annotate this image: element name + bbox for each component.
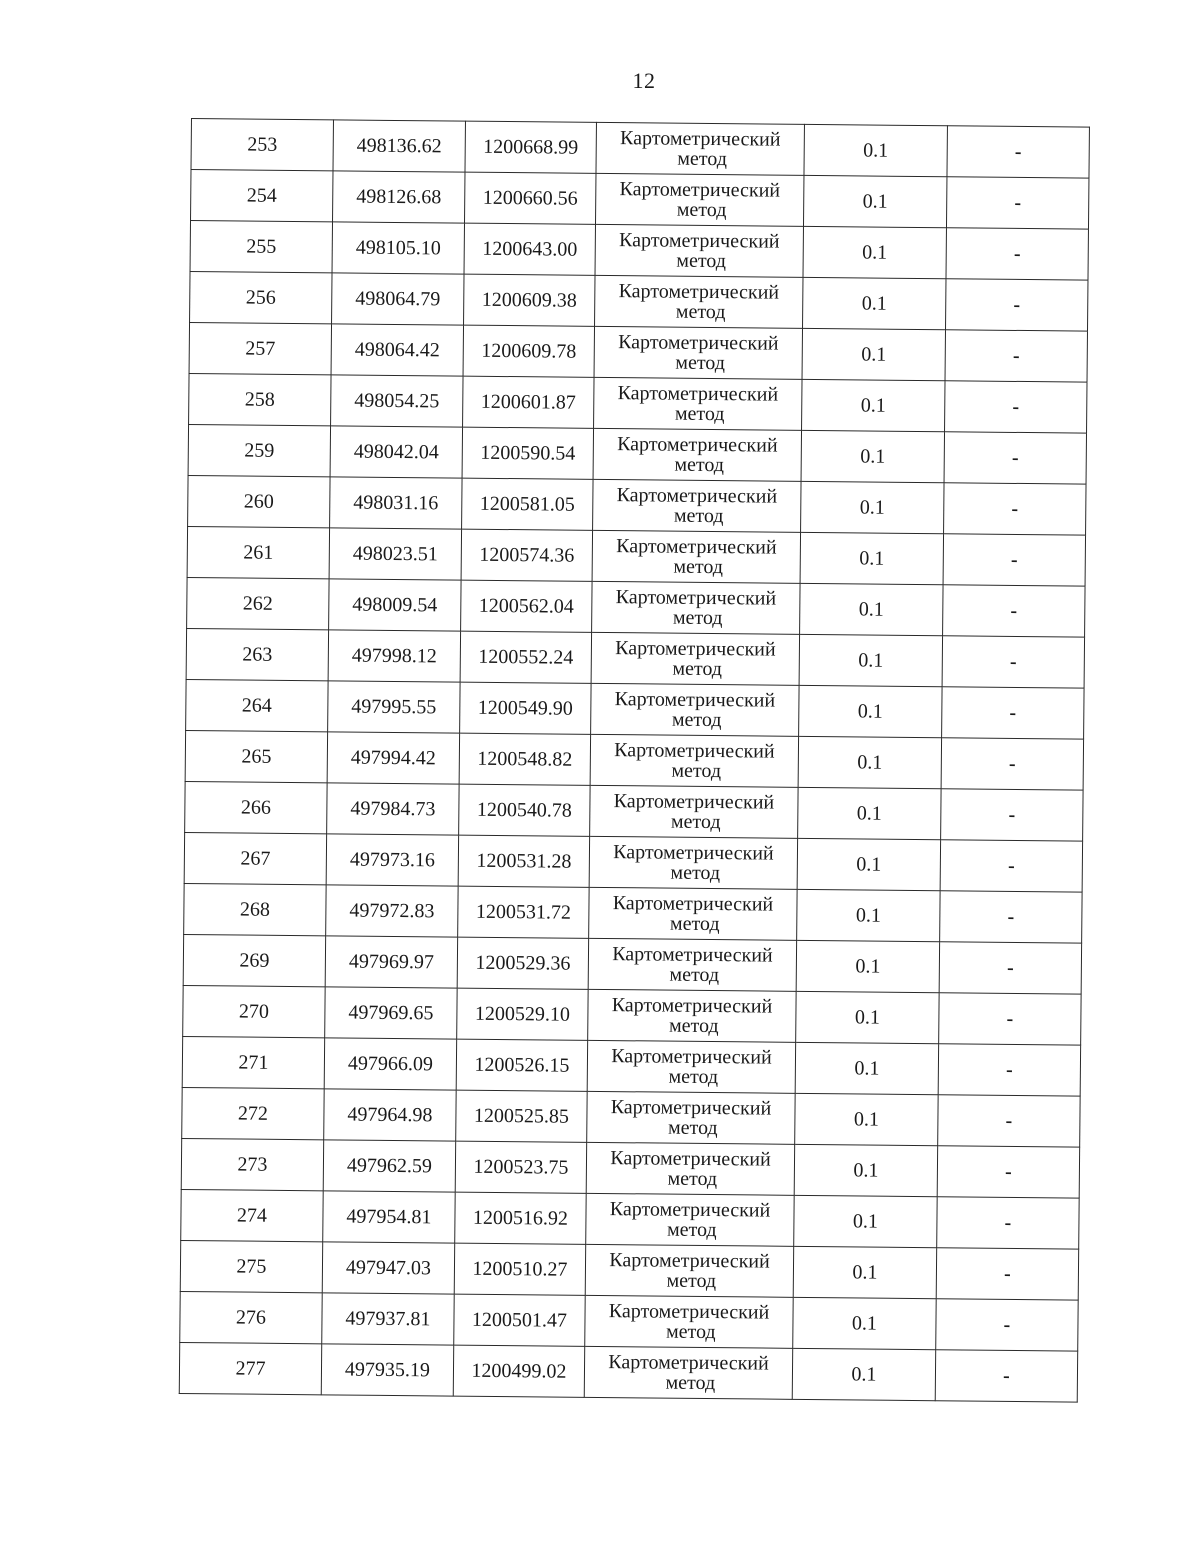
point-number-cell: 256 bbox=[190, 271, 332, 323]
y-coordinate-cell: 1200510.27 bbox=[454, 1243, 585, 1295]
description-cell: - bbox=[938, 1044, 1080, 1096]
description-cell: - bbox=[936, 1299, 1078, 1351]
method-line-2: метод bbox=[669, 963, 720, 987]
method-cell bbox=[596, 122, 804, 175]
description-cell: - bbox=[945, 330, 1087, 382]
method-cell bbox=[587, 1091, 795, 1144]
method-line-2: метод bbox=[675, 300, 726, 324]
description-cell: - bbox=[937, 1146, 1079, 1198]
description-cell: - bbox=[945, 381, 1087, 433]
accuracy-cell: 0.1 bbox=[792, 1348, 935, 1400]
method-line-2: метод bbox=[671, 759, 722, 783]
method-line-1: Картометрический bbox=[619, 229, 780, 253]
table-row bbox=[183, 934, 1081, 994]
method-line-1: Картометрический bbox=[619, 127, 781, 151]
accuracy-cell: 0.1 bbox=[799, 685, 942, 737]
point-number-cell: 269 bbox=[183, 934, 325, 986]
accuracy-cell: 0.1 bbox=[802, 328, 945, 380]
method-line-2: метод bbox=[667, 1116, 718, 1140]
method-line-2: метод bbox=[669, 912, 720, 936]
y-coordinate-cell: 1200531.28 bbox=[458, 835, 589, 887]
method-cell bbox=[585, 1295, 793, 1348]
accuracy-cell: 0.1 bbox=[793, 1246, 936, 1298]
x-coordinate-cell: 498064.79 bbox=[332, 273, 464, 325]
point-number-cell: 261 bbox=[187, 526, 329, 578]
x-coordinate-cell: 498023.51 bbox=[329, 528, 461, 580]
description-cell: - bbox=[943, 534, 1085, 586]
x-coordinate-cell: 497969.97 bbox=[325, 936, 457, 988]
accuracy-cell: 0.1 bbox=[801, 481, 944, 533]
description-cell: - bbox=[941, 738, 1083, 790]
table-row bbox=[187, 526, 1085, 586]
method-line-2: метод bbox=[672, 657, 723, 681]
method-line-1: Картометрический bbox=[618, 280, 780, 304]
accuracy-cell: 0.1 bbox=[798, 787, 941, 839]
point-number-cell: 265 bbox=[185, 730, 327, 782]
table-row bbox=[186, 628, 1084, 688]
description-cell: - bbox=[946, 228, 1088, 280]
description-cell: - bbox=[941, 789, 1083, 841]
y-coordinate-cell: 1200523.75 bbox=[455, 1141, 586, 1193]
method-line-1: Картометрический bbox=[616, 535, 777, 559]
method-cell bbox=[589, 887, 797, 940]
description-cell: - bbox=[944, 483, 1086, 535]
y-coordinate-cell: 1200531.72 bbox=[458, 886, 589, 938]
description-cell: - bbox=[940, 891, 1082, 943]
y-coordinate-cell: 1200529.36 bbox=[457, 937, 588, 989]
accuracy-cell: 0.1 bbox=[804, 124, 947, 176]
table-row bbox=[182, 1036, 1080, 1096]
method-line-1: Картометрический bbox=[614, 688, 776, 712]
table-row bbox=[187, 577, 1085, 637]
description-cell: - bbox=[946, 177, 1088, 229]
point-number-cell: 264 bbox=[186, 679, 328, 731]
y-coordinate-cell: 1200668.99 bbox=[465, 121, 596, 173]
method-cell bbox=[592, 581, 800, 634]
page-number: 12 bbox=[632, 68, 656, 93]
y-coordinate-cell: 1200609.78 bbox=[463, 325, 594, 377]
y-coordinate-cell: 1200529.10 bbox=[457, 988, 588, 1040]
x-coordinate-cell: 497994.42 bbox=[327, 732, 459, 784]
method-cell bbox=[584, 1346, 792, 1399]
method-line-2: метод bbox=[671, 708, 722, 732]
accuracy-cell: 0.1 bbox=[795, 1042, 938, 1094]
table-row bbox=[184, 883, 1082, 943]
description-cell: - bbox=[938, 1095, 1080, 1147]
method-line-2: метод bbox=[673, 504, 724, 528]
point-number-cell: 275 bbox=[180, 1240, 322, 1292]
method-cell bbox=[592, 530, 800, 583]
method-line-1: Картометрический bbox=[609, 1249, 770, 1273]
method-cell bbox=[590, 785, 798, 838]
table-row bbox=[186, 679, 1084, 739]
x-coordinate-cell: 497972.83 bbox=[326, 885, 458, 937]
accuracy-cell: 0.1 bbox=[799, 634, 942, 686]
description-cell: - bbox=[946, 279, 1088, 331]
point-number-cell: 262 bbox=[187, 577, 329, 629]
y-coordinate-cell: 1200562.04 bbox=[461, 580, 592, 632]
coordinates-table-container bbox=[179, 118, 1090, 1403]
accuracy-cell: 0.1 bbox=[795, 1093, 938, 1145]
table-row bbox=[185, 781, 1083, 841]
y-coordinate-cell: 1200549.90 bbox=[460, 682, 591, 734]
description-cell: - bbox=[944, 432, 1086, 484]
y-coordinate-cell: 1200643.00 bbox=[464, 223, 595, 275]
accuracy-cell: 0.1 bbox=[797, 889, 940, 941]
method-line-2: метод bbox=[676, 249, 727, 273]
x-coordinate-cell: 497984.73 bbox=[327, 783, 459, 835]
method-line-1: Картометрический bbox=[608, 1300, 770, 1324]
method-line-1: Картометрический bbox=[615, 637, 776, 661]
table-row bbox=[181, 1189, 1079, 1249]
method-line-1: Картометрический bbox=[618, 331, 779, 355]
y-coordinate-cell: 1200574.36 bbox=[461, 529, 592, 581]
point-number-cell: 268 bbox=[184, 883, 326, 935]
description-cell: - bbox=[935, 1350, 1077, 1402]
method-line-1: Картометрический bbox=[608, 1351, 769, 1375]
point-number-cell: 267 bbox=[184, 832, 326, 884]
accuracy-cell: 0.1 bbox=[794, 1195, 937, 1247]
x-coordinate-cell: 497935.19 bbox=[321, 1344, 453, 1396]
method-cell bbox=[594, 326, 802, 379]
table-body bbox=[179, 119, 1089, 1403]
method-line-1: Картометрический bbox=[612, 943, 773, 967]
point-number-cell: 272 bbox=[182, 1087, 324, 1139]
method-cell bbox=[594, 377, 802, 430]
x-coordinate-cell: 497947.03 bbox=[322, 1242, 454, 1294]
x-coordinate-cell: 497973.16 bbox=[326, 834, 458, 886]
table-row bbox=[180, 1240, 1078, 1300]
description-cell: - bbox=[942, 636, 1084, 688]
table-row bbox=[180, 1291, 1078, 1351]
point-number-cell: 257 bbox=[189, 322, 331, 374]
y-coordinate-cell: 1200516.92 bbox=[455, 1192, 586, 1244]
method-cell bbox=[588, 938, 796, 991]
method-line-1: Картометрический bbox=[615, 586, 777, 610]
table-row bbox=[181, 1138, 1079, 1198]
x-coordinate-cell: 498042.04 bbox=[330, 426, 462, 478]
table-row bbox=[188, 475, 1086, 535]
y-coordinate-cell: 1200501.47 bbox=[454, 1294, 585, 1346]
method-line-2: метод bbox=[668, 1014, 719, 1038]
method-line-1: Картометрический bbox=[616, 484, 778, 508]
description-cell: - bbox=[936, 1248, 1078, 1300]
accuracy-cell: 0.1 bbox=[801, 430, 944, 482]
accuracy-cell: 0.1 bbox=[796, 991, 939, 1043]
method-line-2: метод bbox=[676, 198, 727, 222]
x-coordinate-cell: 497937.81 bbox=[322, 1293, 454, 1345]
description-cell: - bbox=[940, 840, 1082, 892]
accuracy-cell: 0.1 bbox=[794, 1144, 937, 1196]
accuracy-cell: 0.1 bbox=[800, 532, 943, 584]
point-number-cell: 266 bbox=[185, 781, 327, 833]
x-coordinate-cell: 498054.25 bbox=[331, 375, 463, 427]
method-cell bbox=[587, 1040, 795, 1093]
accuracy-cell: 0.1 bbox=[800, 583, 943, 635]
x-coordinate-cell: 498126.68 bbox=[333, 171, 465, 223]
method-line-2: метод bbox=[666, 1218, 717, 1242]
method-line-2: метод bbox=[673, 555, 724, 579]
y-coordinate-cell: 1200525.85 bbox=[456, 1090, 587, 1142]
x-coordinate-cell: 498009.54 bbox=[329, 579, 461, 631]
method-line-1: Картометрический bbox=[613, 841, 774, 865]
method-cell bbox=[595, 224, 803, 277]
accuracy-cell: 0.1 bbox=[802, 379, 945, 431]
accuracy-cell: 0.1 bbox=[803, 175, 946, 227]
point-number-cell: 277 bbox=[179, 1342, 321, 1394]
method-line-1: Картометрический bbox=[617, 382, 779, 406]
table-row bbox=[185, 730, 1083, 790]
description-cell: - bbox=[939, 993, 1081, 1045]
method-line-2: метод bbox=[677, 147, 728, 171]
point-number-cell: 276 bbox=[180, 1291, 322, 1343]
method-line-1: Картометрический bbox=[611, 994, 773, 1018]
x-coordinate-cell: 498136.62 bbox=[333, 120, 465, 172]
accuracy-cell: 0.1 bbox=[796, 940, 939, 992]
description-cell: - bbox=[943, 585, 1085, 637]
method-line-2: метод bbox=[672, 606, 723, 630]
method-cell bbox=[593, 428, 801, 481]
table-row bbox=[182, 1087, 1080, 1147]
y-coordinate-cell: 1200526.15 bbox=[456, 1039, 587, 1091]
x-coordinate-cell: 497998.12 bbox=[328, 630, 460, 682]
table-row bbox=[189, 322, 1087, 382]
method-cell bbox=[586, 1193, 794, 1246]
method-cell bbox=[588, 989, 796, 1042]
point-number-cell: 260 bbox=[188, 475, 330, 527]
method-cell bbox=[591, 683, 799, 736]
x-coordinate-cell: 498105.10 bbox=[332, 222, 464, 274]
method-line-2: метод bbox=[666, 1269, 717, 1293]
coordinates-table bbox=[179, 118, 1090, 1403]
method-line-2: метод bbox=[668, 1065, 719, 1089]
method-cell bbox=[589, 836, 797, 889]
x-coordinate-cell: 498031.16 bbox=[330, 477, 462, 529]
description-cell: - bbox=[937, 1197, 1079, 1249]
method-line-2: метод bbox=[674, 402, 725, 426]
x-coordinate-cell: 497964.98 bbox=[324, 1089, 456, 1141]
y-coordinate-cell: 1200660.56 bbox=[465, 172, 596, 224]
accuracy-cell: 0.1 bbox=[797, 838, 940, 890]
point-number-cell: 273 bbox=[181, 1138, 323, 1190]
method-line-2: метод bbox=[665, 1320, 716, 1344]
method-cell bbox=[590, 734, 798, 787]
table-row bbox=[184, 832, 1082, 892]
method-cell bbox=[595, 173, 803, 226]
table-row bbox=[183, 985, 1081, 1045]
point-number-cell: 254 bbox=[191, 170, 333, 222]
method-cell bbox=[595, 275, 803, 328]
method-line-1: Картометрический bbox=[613, 790, 775, 814]
y-coordinate-cell: 1200552.24 bbox=[460, 631, 591, 683]
table-row bbox=[190, 271, 1088, 331]
table-row bbox=[188, 424, 1086, 484]
point-number-cell: 259 bbox=[188, 424, 330, 476]
method-line-2: метод bbox=[670, 810, 721, 834]
table-row bbox=[189, 373, 1087, 433]
point-number-cell: 258 bbox=[189, 373, 331, 425]
y-coordinate-cell: 1200548.82 bbox=[459, 733, 590, 785]
method-line-1: Картометрический bbox=[619, 178, 781, 202]
accuracy-cell: 0.1 bbox=[798, 736, 941, 788]
point-number-cell: 255 bbox=[190, 221, 332, 273]
accuracy-cell: 0.1 bbox=[803, 277, 946, 329]
accuracy-cell: 0.1 bbox=[793, 1297, 936, 1349]
method-line-1: Картометрический bbox=[614, 739, 775, 763]
method-line-1: Картометрический bbox=[617, 433, 778, 457]
y-coordinate-cell: 1200601.87 bbox=[463, 376, 594, 428]
method-cell bbox=[593, 479, 801, 532]
y-coordinate-cell: 1200540.78 bbox=[459, 784, 590, 836]
table-row bbox=[190, 221, 1088, 281]
table-row bbox=[179, 1342, 1077, 1402]
x-coordinate-cell: 497966.09 bbox=[324, 1038, 456, 1090]
method-cell bbox=[585, 1244, 793, 1297]
y-coordinate-cell: 1200590.54 bbox=[462, 427, 593, 479]
x-coordinate-cell: 497962.59 bbox=[323, 1140, 455, 1192]
y-coordinate-cell: 1200499.02 bbox=[453, 1345, 584, 1397]
method-line-2: метод bbox=[665, 1371, 716, 1395]
method-line-2: метод bbox=[675, 351, 726, 375]
x-coordinate-cell: 497969.65 bbox=[325, 987, 457, 1039]
point-number-cell: 274 bbox=[181, 1189, 323, 1241]
description-cell: - bbox=[947, 126, 1089, 178]
table-row bbox=[191, 119, 1089, 179]
point-number-cell: 270 bbox=[183, 985, 325, 1037]
method-line-2: метод bbox=[667, 1167, 718, 1191]
method-line-1: Картометрический bbox=[610, 1147, 771, 1171]
method-cell bbox=[586, 1142, 794, 1195]
accuracy-cell: 0.1 bbox=[803, 226, 946, 278]
method-line-1: Картометрический bbox=[612, 892, 774, 916]
description-cell: - bbox=[942, 687, 1084, 739]
point-number-cell: 263 bbox=[186, 628, 328, 680]
description-cell: - bbox=[939, 942, 1081, 994]
x-coordinate-cell: 497954.81 bbox=[323, 1191, 455, 1243]
method-line-2: метод bbox=[670, 861, 721, 885]
y-coordinate-cell: 1200581.05 bbox=[462, 478, 593, 530]
x-coordinate-cell: 498064.42 bbox=[331, 324, 463, 376]
method-line-1: Картометрический bbox=[609, 1198, 771, 1222]
point-number-cell: 271 bbox=[182, 1036, 324, 1088]
table-row bbox=[191, 170, 1089, 230]
method-line-1: Картометрический bbox=[610, 1096, 772, 1120]
method-cell bbox=[591, 632, 799, 685]
method-line-1: Картометрический bbox=[611, 1045, 772, 1069]
y-coordinate-cell: 1200609.38 bbox=[464, 274, 595, 326]
point-number-cell: 253 bbox=[191, 119, 333, 171]
method-line-2: метод bbox=[674, 453, 725, 477]
x-coordinate-cell: 497995.55 bbox=[328, 681, 460, 733]
